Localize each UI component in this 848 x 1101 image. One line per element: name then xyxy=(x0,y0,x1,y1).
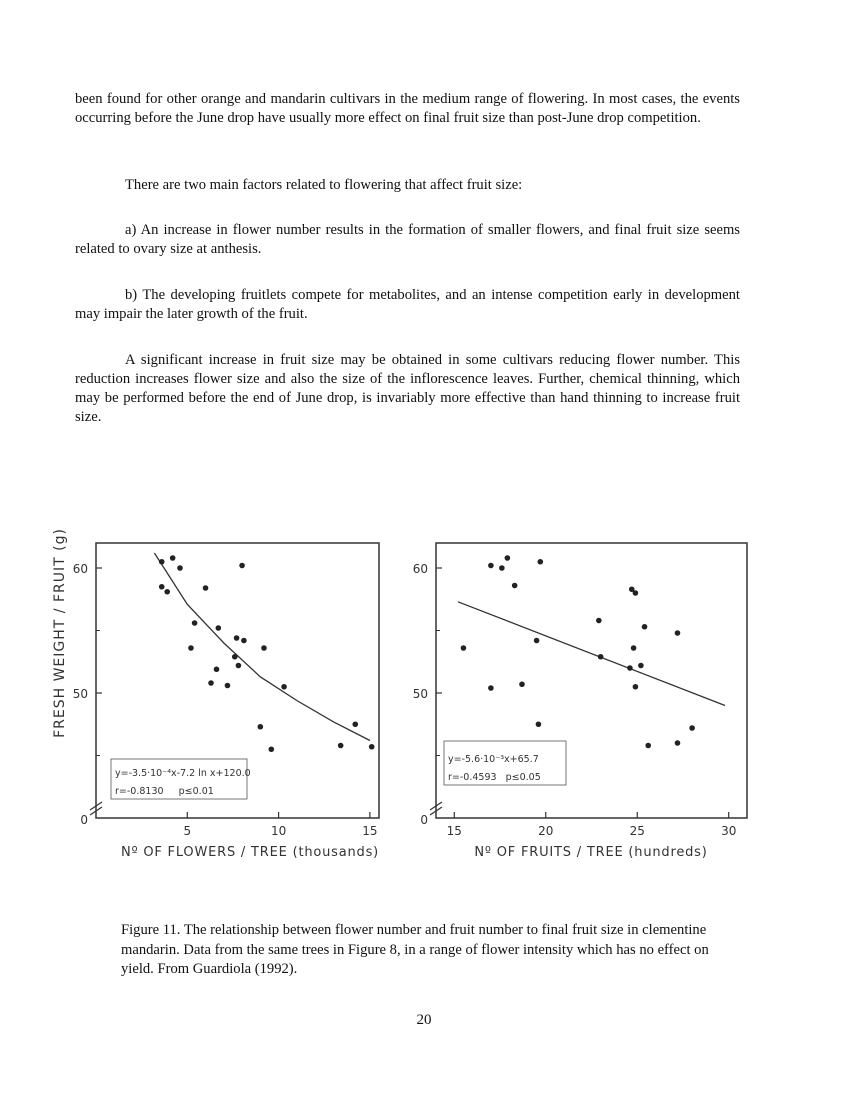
right-data-point xyxy=(627,665,633,671)
left-data-point xyxy=(352,721,358,727)
paragraph-intro: been found for other orange and mandarin cultivars in the medium range of flowering. In most cases, the events occurring before the June drop have usually more effect on final fruit size than post-June drop competition. xyxy=(75,91,740,126)
left-y-tick-label: 50 xyxy=(72,687,88,701)
right-data-point xyxy=(488,685,494,691)
left-data-point xyxy=(214,666,220,672)
right-y-origin-label: 0 xyxy=(420,813,428,827)
left-data-point xyxy=(203,585,209,591)
right-data-point xyxy=(512,583,518,589)
right-data-point xyxy=(519,681,525,687)
right-data-point xyxy=(642,624,648,630)
right-data-point xyxy=(689,725,695,731)
left-data-point xyxy=(216,625,222,631)
right-data-point xyxy=(598,654,604,660)
right-equation: y=-5.6·10⁻³x+65.7 xyxy=(448,754,539,765)
right-data-point xyxy=(505,555,511,561)
left-data-point xyxy=(281,684,287,690)
left-equation: y=-3.5·10⁻⁴x-7.2 ln x+120.0 xyxy=(115,768,251,779)
right-x-tick-label: 20 xyxy=(538,824,554,838)
left-y-origin-label: 0 xyxy=(80,813,88,827)
right-data-point xyxy=(534,638,540,644)
right-data-point xyxy=(675,630,681,636)
left-data-point xyxy=(170,555,176,561)
right-data-point xyxy=(633,590,639,596)
right-data-point xyxy=(536,721,542,727)
left-data-point xyxy=(164,589,170,595)
right-data-point xyxy=(675,740,681,746)
left-x-axis-label: Nº OF FLOWERS / TREE (thousands) xyxy=(120,845,380,860)
left-data-point xyxy=(261,645,267,651)
left-data-point xyxy=(225,683,231,689)
left-data-point xyxy=(241,638,247,644)
left-data-point xyxy=(338,743,344,749)
right-y-tick-label: 50 xyxy=(412,687,428,701)
right-data-point xyxy=(499,565,505,571)
right-y-tick-label: 60 xyxy=(412,562,428,576)
right-stats: r=-0.4593 p≤0.05 xyxy=(448,772,541,783)
page-number: 20 xyxy=(416,1012,432,1028)
right-data-point xyxy=(537,559,543,565)
left-data-point xyxy=(188,645,194,651)
left-data-point xyxy=(159,584,165,590)
left-data-point xyxy=(369,744,375,750)
right-x-tick-label: 25 xyxy=(629,824,645,838)
paragraph-factor-a: a) An increase in flower number results in the formation of smaller flowers, and final fruit size seems related to ovary size at anthesis. xyxy=(75,222,740,257)
shared-y-axis-label: FRESH WEIGHT / FRUIT (g) xyxy=(52,528,68,738)
right-data-point xyxy=(645,743,651,749)
right-chart-panel xyxy=(413,543,747,860)
right-trend-line xyxy=(458,602,725,706)
left-y-tick-label: 60 xyxy=(72,562,88,576)
right-x-tick-label: 30 xyxy=(721,824,737,838)
left-data-point xyxy=(177,565,183,571)
left-data-point xyxy=(234,635,240,641)
left-x-tick-label: 5 xyxy=(183,824,192,838)
left-stats: r=-0.8130 p≤0.01 xyxy=(115,786,214,797)
left-data-point xyxy=(236,663,242,669)
left-chart-panel xyxy=(73,543,379,860)
left-data-point xyxy=(159,559,165,565)
right-data-point xyxy=(461,645,467,651)
right-data-point xyxy=(633,684,639,690)
right-data-point xyxy=(638,663,644,669)
paragraph-factor-b: b) The developing fruitlets compete for metabolites, and an intense competition early in development may impair the later growth of the fruit. xyxy=(75,287,740,322)
figure-caption: Figure 11. The relationship between flower number and fruit number to final fruit size in clementine mandarin. Data from the same trees in Figure 8, in a range of flower intensity which has no effect on yield. From Guardiola (1992). xyxy=(121,922,709,977)
paragraph-factors: There are two main factors related to flowering that affect fruit size: xyxy=(125,177,523,193)
left-x-tick-label: 15 xyxy=(362,824,378,838)
left-data-point xyxy=(192,620,198,626)
left-data-point xyxy=(258,724,264,730)
right-x-tick-label: 15 xyxy=(446,824,462,838)
right-data-point xyxy=(631,645,637,651)
right-data-point xyxy=(596,618,602,624)
left-data-point xyxy=(208,680,214,686)
left-data-point xyxy=(268,746,274,752)
left-data-point xyxy=(239,563,245,569)
right-x-axis-label: Nº OF FRUITS / TREE (hundreds) xyxy=(474,845,708,860)
left-data-point xyxy=(232,654,238,660)
right-data-point xyxy=(488,563,494,569)
paragraph-thinning: A significant increase in fruit size may be obtained in some cultivars reducing flower number. This reduction increases flower size and also the size of the inflorescence leaves. Further, chemical thinning, which may be performed before the end of June drop, is invariably more effective than hand thinning to increase fruit size. xyxy=(75,352,740,425)
left-x-tick-label: 10 xyxy=(270,824,287,838)
